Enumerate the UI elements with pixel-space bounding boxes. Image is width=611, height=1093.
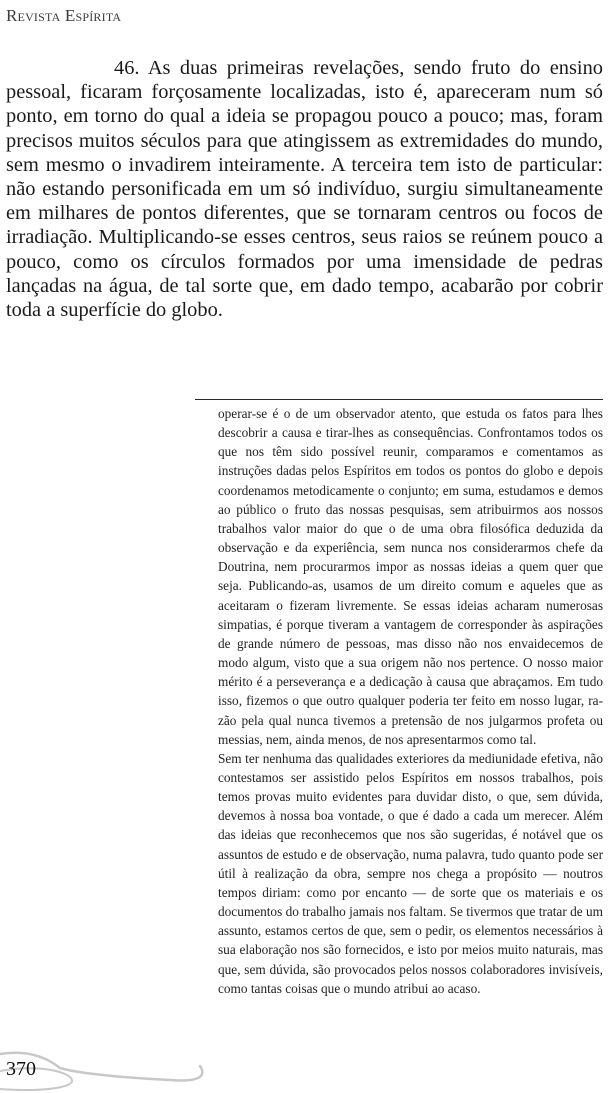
footnote [218, 404, 603, 998]
running-title: Revista Espírita [6, 6, 122, 25]
footnote-paragraph: Sem ter nenhuma das qualidades exteriores da mediunidade efetiva, não contestamos ser assistido pelos Espíritos em nossos trabalhos, pois temos provas muito evidentes para duvidar disto, o que, sem dúvida, devemos à nossa boa vontade, o que é dado a cada um merecer. Além das ideias que reconhecemos que nos são sugeridas, é notável que os assuntos de estudo e de observação, numa palavra, tudo quanto pode ser útil à realização da obra, sempre nos chega a propósito — noutros tempos diriam: como por encanto — de sorte que os materiais e os documentos do trabalho jamais nos faltam. Se tivermos que tratar de um assunto, estamos certos de que, sem o pedir, os elementos necessários à sua elaboração nos são fornecidos, e isto por meios muito naturais, mas que, sem dúvida, são provocados pelos nossos colaboradores invisíveis, como tantas coisas que o mundo atribui ao acaso. [218, 750, 603, 996]
main-paragraph-46: 46. As duas primeiras revelações, sendo fruto do ensino pessoal, ficaram forçosamente localizadas, isto é, apareceram num só ponto, em torno do qual a ideia se propagou pouco a pouco; mas, foram precisos muitos séculos para que atingissem as extremidades do mundo, sem mesmo o invadirem inteiramente. A terceira tem isto de particular: não estando personificada em um só indivíduo, surgiu simultaneamente em milhares de pontos diferentes, que se tornaram centros ou focos de irradiação. Multiplicando-se esses centros, seus raios se reúnem pouco a pouco, como os círculos formados por uma imensidade de pedras lançadas na água, de tal sorte que, em dado tempo, acabarão por cobrir toda a superfície do globo. [6, 57, 603, 322]
main-text [6, 56, 603, 322]
page-number: 370 [6, 1058, 36, 1080]
footnote-divider [195, 399, 603, 400]
footnote-paragraph: operar-se é o de um observador atento, que estuda os fatos para lhes descobrir a causa e tirar-lhes as consequências. Confrontamos todos os que nos têm sido possível reunir, comparamos e comentamos as instruções dadas pelos Espíritos em todos os pontos do globo e depois coordenamos metodicamente o conjunto; em suma, estudamos e demos ao público o fruto das nossas pesquisas, sem atribuirmos aos nossos trabalhos valor maior do que o de uma obra filosófica deduzida da observação e da experiência, sem nunca nos considerarmos chefe da Doutrina, nem procurarmos impor as nossas ideias a quem quer que seja. Publicando-as, usamos de um direito comum e aqueles que as aceitaram o fizeram livremente. Se essas ideias acharam numerosas simpatias, é porque tiveram a vantagem de corresponder às aspirações de grande número de pessoas, mas disso não nos envaidecemos de modo algum, visto que a sua origem não nos pertence. O nosso maior mérito é a perseverança e a dedicação à causa que abraçamos. Em tudo isso, fizemos o que outro qualquer poderia ter feito em nosso lugar, razão pela qual nunca tivemos a pretensão de nos julgarmos profeta ou messias, nem, ainda menos, de nos apresentarmos como tal. [218, 406, 603, 747]
